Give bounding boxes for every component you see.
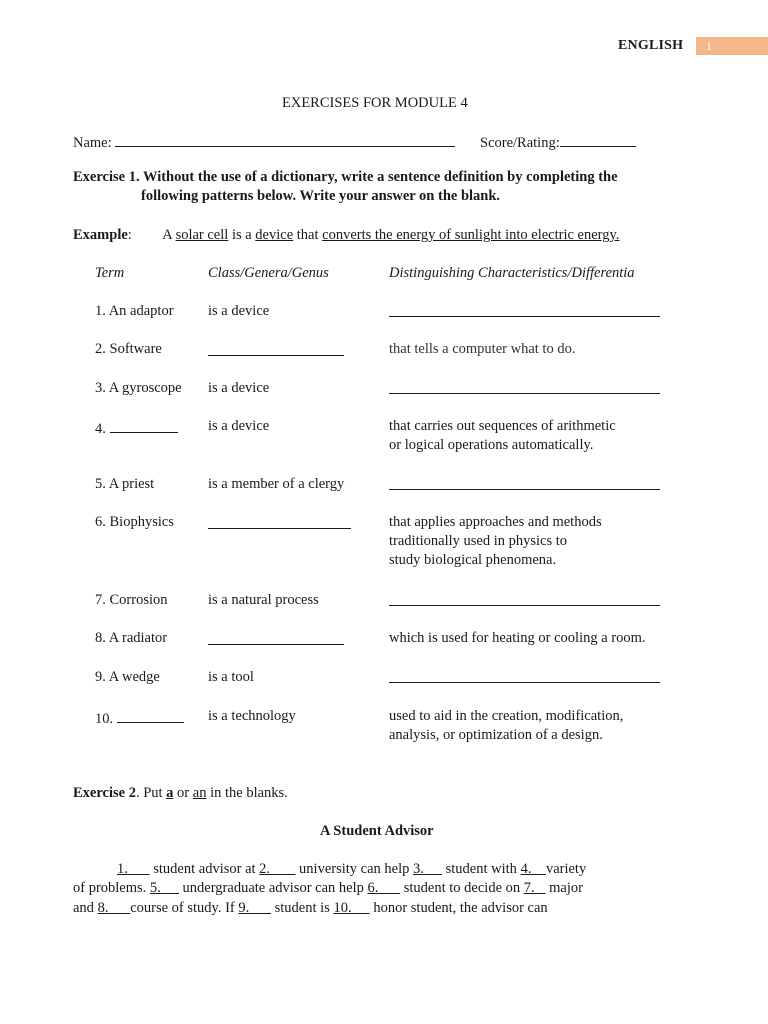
blank-3[interactable]: 3. <box>413 861 424 877</box>
exercise2-a: a <box>166 785 174 801</box>
row-1-diff-blank[interactable] <box>389 302 660 317</box>
col-term: Term <box>95 265 125 281</box>
row-6-diff-1: that applies approaches and methods <box>389 514 602 530</box>
passage-line-2 <box>73 880 583 897</box>
passage-text: of problems. <box>73 880 147 896</box>
blank-2[interactable]: 2. <box>259 861 271 877</box>
example-label: Example <box>73 227 128 243</box>
exercise2-put: Put <box>143 785 163 801</box>
passage-text: honor student, the advisor can <box>373 900 548 916</box>
page-number: 1 <box>695 37 768 55</box>
row-3-class: is a device <box>208 380 270 396</box>
row-3-diff-blank[interactable] <box>389 379 660 394</box>
score-label: Score/Rating: <box>480 135 560 151</box>
example-that: that <box>296 227 319 243</box>
blank-4[interactable]: 4. <box>520 861 532 877</box>
row-6-diff-2: traditionally used in physics to <box>389 533 568 549</box>
row-7-class: is a natural process <box>208 592 319 608</box>
row-4-term <box>95 418 178 438</box>
row-6-diff-3: study biological phenomena. <box>389 552 557 568</box>
row-8-term: 8. A radiator <box>95 630 168 646</box>
blank-5[interactable]: 5. <box>149 880 161 896</box>
exercise2-lead: Exercise 2 <box>73 785 136 801</box>
row-6-class-blank[interactable] <box>208 514 351 529</box>
blank-6[interactable]: 6. <box>367 880 379 896</box>
row-4-number: 4. <box>95 421 106 437</box>
subject-label: ENGLISH <box>618 38 684 53</box>
example-line <box>73 227 619 244</box>
passage-text: student advisor at <box>153 861 256 877</box>
passage-text: undergraduate advisor can help <box>182 880 364 896</box>
example-diff: converts the energy of sunlight into electric energy. <box>322 227 620 243</box>
passage-text: university can help <box>299 861 410 877</box>
row-10-diff-2: analysis, or optimization of a design. <box>389 727 603 743</box>
row-5-class: is a member of a clergy <box>208 476 345 492</box>
passage-text: and <box>73 900 94 916</box>
example-a: A <box>162 227 172 243</box>
exercise2-rest: in the blanks. <box>210 785 288 801</box>
blank-10[interactable]: 10. <box>333 900 352 916</box>
passage-text: student with <box>445 861 517 877</box>
passage-line-1 <box>117 861 586 878</box>
row-2-term: 2. Software <box>95 341 162 357</box>
row-7-diff-blank[interactable] <box>389 591 660 606</box>
row-1-class: is a device <box>208 303 270 319</box>
exercise2-or: or <box>177 785 190 801</box>
score-line <box>480 132 636 152</box>
passage-line-3 <box>73 900 548 917</box>
name-line <box>73 132 455 152</box>
page-title: EXERCISES FOR MODULE 4 <box>282 95 468 111</box>
row-10-number: 10. <box>95 711 114 727</box>
col-class: Class/Genera/Genus <box>208 265 329 281</box>
row-2-diff: that tells a computer what to do. <box>389 341 576 357</box>
example-is-a: is a <box>231 227 252 243</box>
row-9-class: is a tool <box>208 669 254 685</box>
row-10-diff-1: used to aid in the creation, modification, <box>389 708 624 724</box>
row-8-class-blank[interactable] <box>208 630 344 645</box>
blank-7[interactable]: 7. <box>523 880 535 896</box>
name-label: Name: <box>73 135 112 151</box>
name-blank[interactable] <box>115 132 455 147</box>
row-10-term <box>95 708 184 728</box>
row-4-diff-1: that carries out sequences of arithmetic <box>389 418 616 434</box>
exercise2-dot: . <box>135 785 140 801</box>
passage-title: A Student Advisor <box>320 823 434 839</box>
blank-8[interactable]: 8. <box>97 900 109 916</box>
row-7-term: 7. Corrosion <box>95 592 168 608</box>
example-class: device <box>255 227 294 243</box>
col-diff: Distinguishing Characteristics/Differentia <box>389 265 635 281</box>
row-4-diff-2: or logical operations automatically. <box>389 437 594 453</box>
passage-text: major <box>549 880 583 896</box>
score-blank[interactable] <box>560 132 636 147</box>
blank-1[interactable]: 1. <box>117 861 128 877</box>
row-3-term: 3. A gyroscope <box>95 380 182 396</box>
example-colon: : <box>127 227 132 243</box>
exercise1-text-1: Without the use of a dictionary, write a sentence definition by completing the <box>142 169 618 185</box>
row-9-diff-blank[interactable] <box>389 668 660 683</box>
row-4-class: is a device <box>208 418 270 434</box>
exercise2-line <box>73 785 288 802</box>
row-1-term: 1. An adaptor <box>95 303 174 319</box>
row-9-term: 9. A wedge <box>95 669 160 685</box>
exercise1-lead: Exercise 1. <box>73 169 140 185</box>
row-5-diff-blank[interactable] <box>389 475 660 490</box>
row-2-class-blank[interactable] <box>208 341 344 356</box>
passage-text: student to decide on <box>403 880 521 896</box>
blank-9[interactable]: 9. <box>238 900 250 916</box>
exercise1-text-2: following patterns below. Write your answer on the blank. <box>141 188 501 204</box>
row-6-term: 6. Biophysics <box>95 514 174 530</box>
exercise1-line1 <box>73 169 618 186</box>
exercise2-an: an <box>192 785 207 801</box>
row-8-diff: which is used for heating or cooling a room. <box>389 630 646 646</box>
passage-text: variety <box>545 861 587 877</box>
passage-text: student is <box>274 900 330 916</box>
row-5-term: 5. A priest <box>95 476 155 492</box>
row-10-term-blank[interactable] <box>117 708 184 723</box>
row-10-class: is a technology <box>208 708 296 724</box>
example-term: solar cell <box>175 227 229 243</box>
passage-text: course of study. If <box>130 900 235 916</box>
row-4-term-blank[interactable] <box>110 418 178 433</box>
